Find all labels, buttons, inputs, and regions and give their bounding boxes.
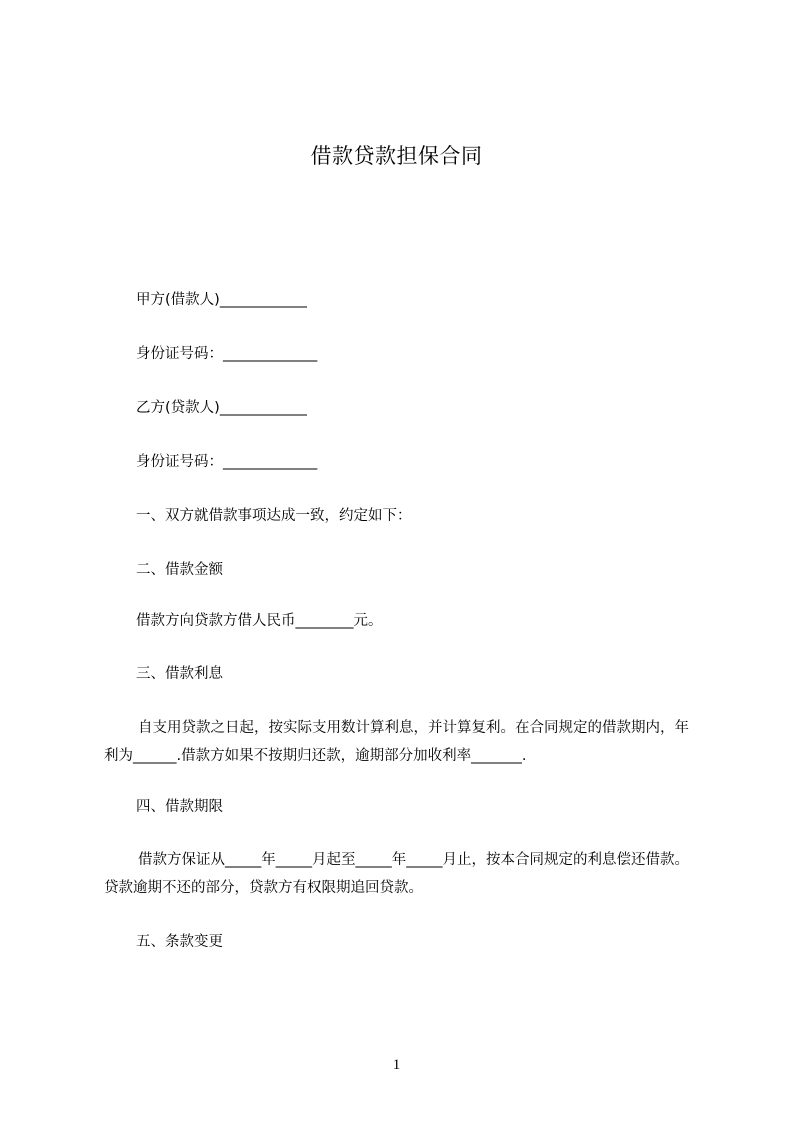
section-4-heading: 四、借款期限 [136, 799, 223, 815]
section-2-heading: 二、借款金额 [136, 562, 223, 578]
document-title: 借款贷款担保合同 [310, 144, 483, 168]
section-3-body: 自支用贷款之日起，按实际支用数计算利息，并计算复利。在合同规定的借款期内，年利为______.借款方如果不按期归还款，逾期部分加收利率_______. [104, 720, 689, 764]
section-2-body: 借款方向贷款方借人民币________元。 [136, 613, 383, 629]
section-4-body: 借款方保证从_____年_____月起至_____年_____月止，按本合同规定的利息偿还借款。贷款逾期不还的部分，贷款方有权限期追回贷款。 [104, 852, 689, 896]
section-3-heading: 三、借款利息 [136, 666, 223, 682]
party-b-id: 身份证号码：_____________ [136, 454, 318, 470]
section-5-heading: 五、条款变更 [136, 934, 223, 950]
party-a-label: 甲方(借款人)____________ [136, 292, 307, 308]
party-b-label: 乙方(贷款人)____________ [136, 400, 307, 416]
page-number: 1 [392, 1057, 401, 1073]
section-1-text: 一、双方就借款事项达成一致，约定如下： [136, 508, 412, 524]
party-a-id: 身份证号码：_____________ [136, 346, 318, 362]
